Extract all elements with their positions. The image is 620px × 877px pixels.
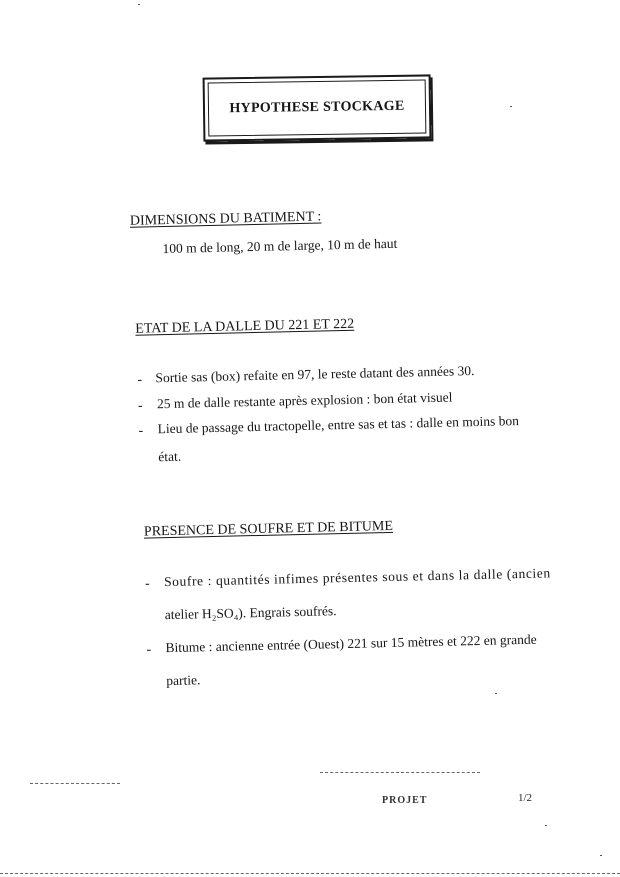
soufre-item-1-continued: atelier H₂SO₄). Engrais soufrés. bbox=[164, 603, 337, 623]
scan-speck bbox=[138, 4, 140, 5]
scan-artifact bbox=[320, 772, 480, 773]
scan-speck bbox=[510, 106, 512, 107]
dalle-item-1: Sortie sas (box) refaite en 97, le reste datant des années 30. bbox=[155, 363, 475, 386]
document-title: HYPOTHESE STOCKAGE bbox=[229, 98, 405, 117]
bullet-dash: - bbox=[144, 575, 150, 591]
title-box-inner bbox=[208, 79, 427, 136]
section-heading-soufre: PRESENCE DE SOUFRE ET DE BITUME bbox=[143, 518, 394, 540]
dalle-item-3: Lieu de passage du tractopelle, entre sas et tas : dalle en moins bon bbox=[157, 413, 520, 437]
section-heading-dimensions: DIMENSIONS DU BATIMENT : bbox=[129, 209, 322, 229]
dimensions-text: 100 m de long, 20 m de large, 10 m de haut bbox=[162, 235, 398, 257]
scan-speck bbox=[600, 855, 602, 856]
scan-artifact bbox=[0, 873, 620, 874]
bitume-item-continued: partie. bbox=[166, 672, 201, 689]
soufre-item-1: Soufre : quantités infimes présentes sous et dans la dalle (ancien bbox=[163, 565, 551, 590]
bullet-dash: - bbox=[146, 641, 152, 657]
title-box bbox=[203, 74, 432, 141]
bullet-dash: - bbox=[138, 422, 144, 438]
dalle-item-2: 25 m de dalle restante après explosion : bon état visuel bbox=[156, 389, 453, 412]
dalle-item-3-continued: état. bbox=[158, 448, 182, 465]
bitume-item: Bitume : ancienne entrée (Ouest) 221 sur 15 mètres et 222 en grande bbox=[165, 631, 537, 656]
footer-label: PROJET bbox=[382, 795, 428, 806]
scan-artifact bbox=[30, 783, 120, 784]
section-heading-dalle: ETAT DE LA DALLE DU 221 ET 222 bbox=[135, 316, 355, 337]
scan-speck bbox=[545, 825, 547, 826]
bullet-dash: - bbox=[137, 397, 143, 413]
footer-page-number: 1/2 bbox=[518, 792, 533, 804]
bullet-dash: - bbox=[137, 371, 143, 387]
scan-speck bbox=[495, 693, 497, 694]
